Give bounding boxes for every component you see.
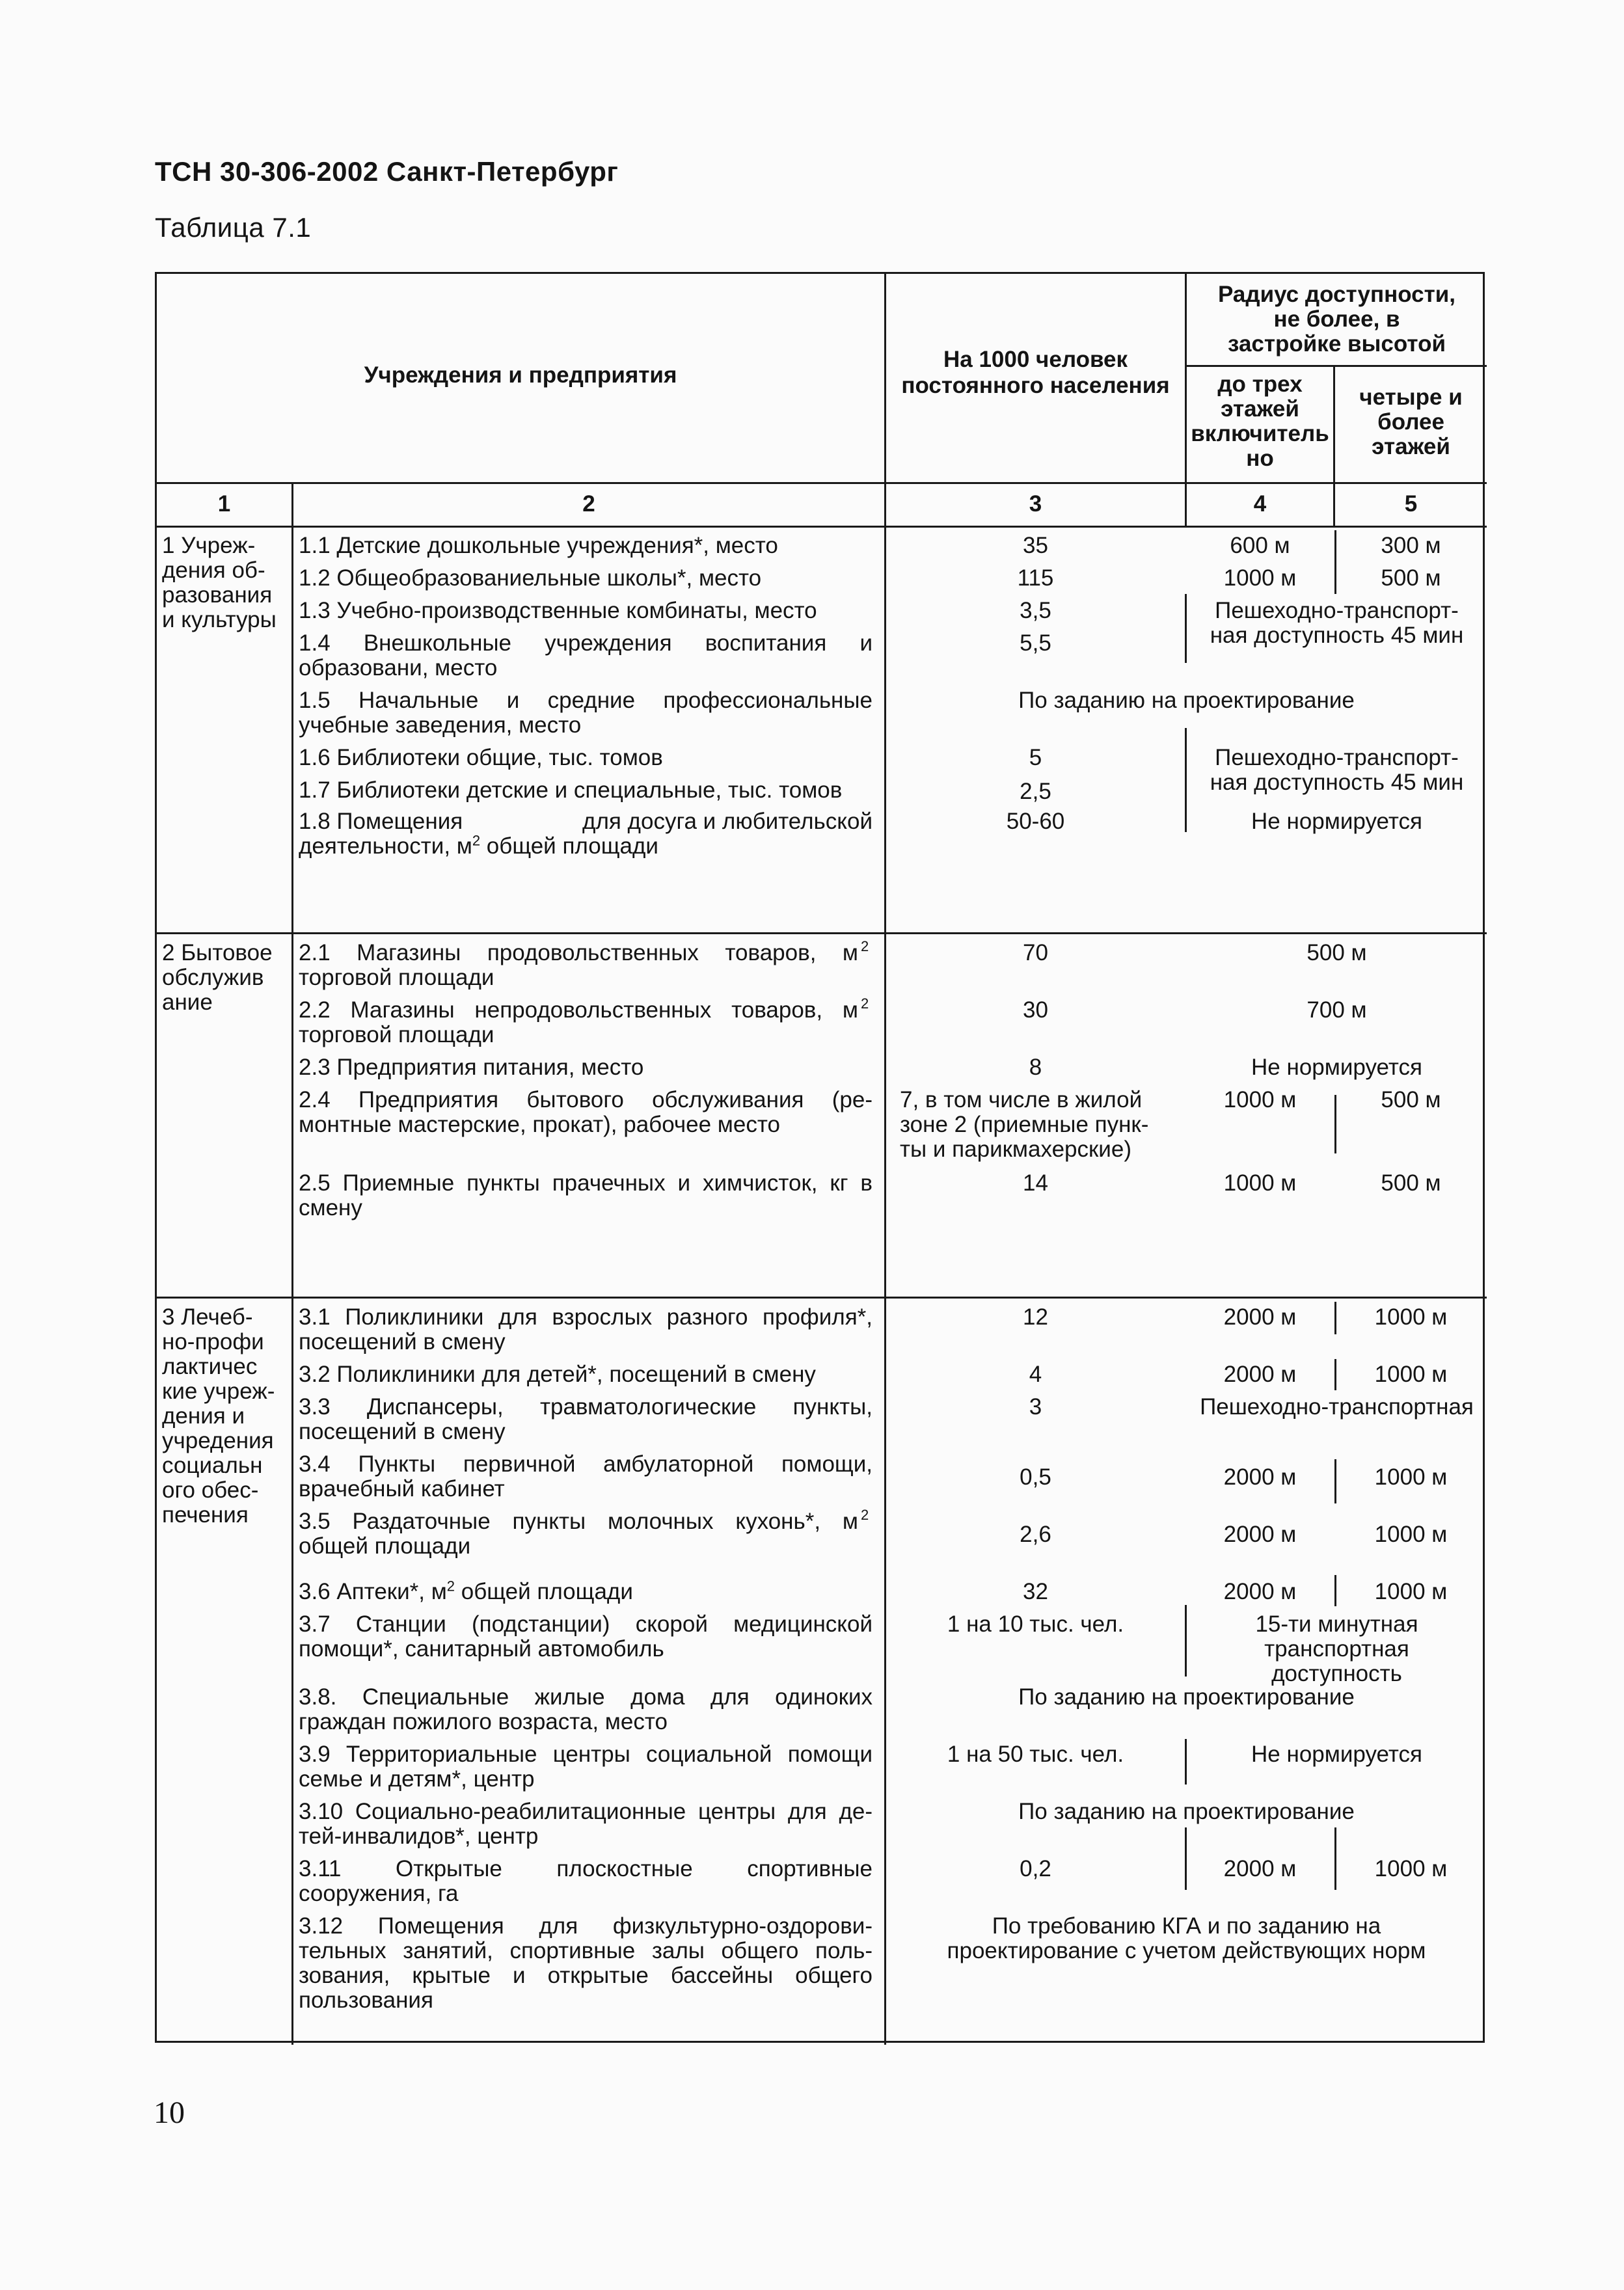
row-1-6-name: 1.6 Библиотеки общие, тыс. томов	[299, 745, 663, 770]
row-2-4-name: 2.4 Предприятия бытового обслуживания (ре-	[299, 1087, 873, 1112]
row-1-34-radius: Пешеходно-транспорт-	[1215, 598, 1459, 623]
row-3-2-norm: 4	[1029, 1362, 1042, 1387]
radius-header-line	[1185, 365, 1487, 367]
row-3-3-radius: Пешеходно-транспортная	[1200, 1394, 1474, 1420]
row-3-10-span: По заданию на проектирование	[1018, 1799, 1355, 1824]
row-3-12-span-l2: проектирование с учетом действующих норм	[947, 1938, 1426, 1963]
row-3-1-radius-low: 2000 м	[1223, 1304, 1297, 1330]
row-3-1-norm: 12	[1023, 1304, 1048, 1330]
row-3-12-span: По требованию КГА и по заданию на	[992, 1913, 1381, 1939]
header-col5-line2: более	[1377, 409, 1444, 435]
row-3-12-name-l4: пользования	[299, 1987, 433, 2013]
row-2-4-norm: 7, в том числе в жилой	[900, 1087, 1143, 1112]
row-2-2-name-l2: торговой площади	[299, 1022, 494, 1047]
row-3-5-radius-low: 2000 м	[1223, 1522, 1297, 1547]
header-col5-line3: этажей	[1372, 434, 1450, 459]
row-1-2-radius-low: 1000 м	[1223, 565, 1297, 591]
row-3-6-radius-high: 1000 м	[1374, 1579, 1448, 1604]
row-3-1-name: 3.1 Поликлиники для взрослых разного профиля*,	[299, 1304, 873, 1330]
row-3-5-name-l2: общей площади	[299, 1533, 471, 1559]
row-3-12-name-l2: тельных занятий, спортивные залы общего поль-	[299, 1938, 873, 1963]
col-number-2: 2	[582, 491, 595, 517]
row-3-9-radius: Не нормируется	[1251, 1742, 1422, 1767]
row-1-8-name-l2b: общей площади	[480, 833, 658, 859]
row-3-8-name: 3.8. Специальные жилые дома для одиноких	[299, 1684, 873, 1710]
row-2-4-radius-high: 500 м	[1381, 1087, 1441, 1112]
page-number: 10	[154, 2095, 185, 2130]
group-2-label-l2: обслужив	[162, 965, 264, 990]
row-2-1-norm: 70	[1023, 940, 1048, 965]
header-bottom-line	[157, 482, 1487, 484]
row-3-7-norm: 1 на 10 тыс. чел.	[947, 1611, 1124, 1637]
col-number-3: 3	[1029, 491, 1042, 517]
row-1-8-name-a: 1.8 Помещения	[299, 809, 463, 834]
row-1-8-name-b: для досуга и любительской	[582, 809, 873, 834]
row-3-7-radius-l2: транспортная	[1264, 1636, 1409, 1662]
row-2-4-name-l2: монтные мастерские, прокат), рабочее место	[299, 1112, 780, 1137]
row-1-34-radius-l2: ная доступность 45 мин	[1210, 623, 1464, 648]
row-1-4-name-l2: образовани, место	[299, 655, 498, 680]
row-3-4-radius-low: 2000 м	[1223, 1464, 1297, 1490]
row-1-2-name: 1.2 Общеобразованиельные школы*, место	[299, 565, 762, 591]
row-1-1-norm: 35	[1023, 533, 1048, 558]
row-3-4-norm: 0,5	[1020, 1464, 1051, 1490]
row-1-8-name	[299, 809, 873, 835]
row-3-10-name-l2: тей-инвалидов*, центр	[299, 1824, 539, 1849]
row-2-1-name-l2: торговой площади	[299, 965, 494, 990]
group-1-label-l2: дения об-	[162, 558, 265, 583]
row-3-1-name-l2: посещений в смену	[299, 1329, 506, 1354]
group-2-line	[157, 932, 1487, 934]
row-3-3-name: 3.3 Диспансеры, травматологические пункты,	[299, 1394, 873, 1420]
row-1-8-norm: 50-60	[1006, 809, 1065, 834]
row-1-8-name-l2a: деятельности, м	[299, 833, 472, 859]
row-3-4-radius-high: 1000 м	[1374, 1464, 1448, 1490]
row-1-8-name-l2	[299, 833, 658, 859]
col-number-5: 5	[1404, 491, 1418, 517]
row-1-2-radius-high: 500 м	[1381, 565, 1441, 591]
row-1-7-name: 1.7 Библиотеки детские и специальные, тыс. томов	[299, 777, 843, 803]
group-3-label-l4: кие учреж-	[162, 1379, 275, 1404]
row-3-11-radius-low: 2000 м	[1223, 1856, 1297, 1881]
row-3-7-name-l2: помощи*, санитарный автомобиль	[299, 1636, 664, 1662]
row-3-11-name: 3.11 Открытые плоскостные спортивные	[299, 1856, 873, 1881]
header-radius: Радиус доступности,	[1218, 282, 1455, 307]
row-1-6-norm: 5	[1029, 745, 1042, 770]
row-2-5-name: 2.5 Приемные пункты прачечных и химчисток, кг в	[299, 1170, 873, 1196]
row-3-12-name: 3.12 Помещения для физкультурно-оздорови-	[299, 1913, 873, 1939]
header-per-1000-line2: постоянного населения	[901, 373, 1170, 398]
row-3-5-norm: 2,6	[1020, 1522, 1051, 1547]
row-3-2-name: 3.2 Поликлиники для детей*, посещений в смену	[299, 1362, 816, 1387]
row-1-1-name: 1.1 Детские дошкольные учреждения*, место	[299, 533, 778, 558]
row-3-1-radius-high: 1000 м	[1374, 1304, 1448, 1330]
col-number-4: 4	[1253, 491, 1267, 517]
row-1-4-norm: 5,5	[1020, 630, 1051, 656]
row-2-3-name: 2.3 Предприятия питания, место	[299, 1055, 644, 1080]
row-3-11-norm: 0,2	[1020, 1856, 1051, 1881]
group-3-label-l9: печения	[162, 1502, 249, 1528]
row-1-8-radius: Не нормируется	[1251, 809, 1422, 834]
header-col4-line3: включитель	[1191, 421, 1329, 446]
group-2-label: 2 Бытовое	[162, 940, 273, 965]
row-3-7-radius: 15-ти минутная	[1255, 1611, 1418, 1637]
row-3-6-name-a: 3.6 Аптеки*, м	[299, 1579, 447, 1604]
row-3-6-name	[299, 1579, 633, 1605]
row-1-8-sup: 2	[472, 832, 481, 849]
standards-table	[155, 272, 1485, 2043]
row-3-4-name: 3.4 Пункты первичной амбулаторной помощи,	[299, 1451, 873, 1477]
group-1-label-l3: разования	[162, 582, 273, 608]
group-2-label-l3: ание	[162, 990, 213, 1015]
row-2-2-name: 2.2 Магазины непродовольственных товаров, м 2	[299, 995, 869, 1023]
row-1-67-radius-l2: ная доступность 45 мин	[1210, 770, 1464, 795]
group-3-line	[157, 1297, 1487, 1299]
row-3-3-name-l2: посещений в смену	[299, 1419, 506, 1444]
row-2-4-norm-l3: ты и парикмахерские)	[900, 1137, 1131, 1162]
row-1-1-radius-high: 300 м	[1381, 533, 1441, 558]
row-2-1-name-l1: 2.1 Магазины продовольственных товаров, м	[299, 940, 858, 965]
row-1-7-norm: 2,5	[1020, 779, 1051, 804]
row-3-6-name-b: общей площади	[455, 1579, 633, 1604]
row-3-9-name: 3.9 Территориальные центры социальной помощи	[299, 1742, 873, 1767]
row-2-5-norm: 14	[1023, 1170, 1048, 1196]
row-1-3-name: 1.3 Учебно-производственные комбинаты, место	[299, 598, 817, 623]
row-1-2-norm: 115	[1017, 565, 1054, 591]
row-2-5-radius-high: 500 м	[1381, 1170, 1441, 1196]
row-2-5-radius-low: 1000 м	[1223, 1170, 1297, 1196]
table-caption: Таблица 7.1	[155, 212, 312, 243]
row-3-10-name: 3.10 Социально-реабилитационные центры для де-	[299, 1799, 873, 1824]
row-3-7-radius-l3: доступность	[1271, 1661, 1402, 1686]
row-3-6-radius-low: 2000 м	[1223, 1579, 1297, 1604]
row-1-4-name: 1.4 Внешкольные учреждения воспитания и	[299, 630, 873, 656]
row-2-3-norm: 8	[1029, 1055, 1042, 1080]
row-1-5-span: По заданию на проектирование	[1018, 688, 1355, 713]
header-institutions: Учреждения и предприятия	[364, 362, 677, 388]
row-3-4-name-l2: врачебный кабинет	[299, 1476, 505, 1502]
row-3-2-radius-high: 1000 м	[1374, 1362, 1448, 1387]
header-col4: до трех	[1217, 371, 1303, 397]
row-3-5-radius-high: 1000 м	[1374, 1522, 1448, 1547]
row-3-5-name-l1: 3.5 Раздаточные пункты молочных кухонь*, м	[299, 1509, 858, 1534]
row-3-8-name-l2: граждан пожилого возраста, место	[299, 1709, 668, 1734]
row-3-6-norm: 32	[1023, 1579, 1048, 1604]
row-1-3-norm: 3,5	[1020, 598, 1051, 623]
row-2-2-norm: 30	[1023, 997, 1048, 1023]
group-3-label-l2: но-профи	[162, 1329, 264, 1354]
row-3-7-name: 3.7 Станции (подстанции) скорой медицинской	[299, 1611, 873, 1637]
col-divider-1	[291, 482, 293, 2045]
row-3-6-sup: 2	[446, 1578, 455, 1595]
number-row-line	[157, 526, 1487, 528]
row-2-3-radius: Не нормируется	[1251, 1055, 1422, 1080]
header-col5: четыре и	[1359, 384, 1463, 410]
header-radius-line2: не более, в	[1273, 306, 1400, 332]
document-header: ТСН 30-306-2002 Санкт-Петербург	[155, 156, 619, 187]
row-3-12-name-l3: зования, крытые и открытые бассейны общего	[299, 1963, 873, 1988]
row-2-5-name-l2: смену	[299, 1195, 362, 1220]
group-1-label: 1 Учреж-	[162, 533, 256, 558]
header-col4-line2: этажей	[1221, 396, 1299, 422]
row-1-5-name-l2: учебные заведения, место	[299, 712, 582, 738]
row-2-2-radius: 700 м	[1306, 997, 1367, 1023]
row-2-1-name: 2.1 Магазины продовольственных товаров, м 2	[299, 938, 869, 965]
group-3-label-l7: социальн	[162, 1453, 263, 1478]
row-1-1-radius-low: 600 м	[1230, 533, 1290, 558]
header-per-1000: На 1000 человек	[943, 347, 1128, 372]
group-1-label-l4: и культуры	[162, 607, 277, 632]
row-2-4-norm-l2: зоне 2 (приемные пунк-	[900, 1112, 1149, 1137]
header-col4-line4: но	[1246, 446, 1274, 471]
row-2-1-radius: 500 м	[1306, 940, 1367, 965]
row-3-11-name-l2: сооружения, га	[299, 1881, 459, 1906]
group-3-label-l5: дения и	[162, 1403, 245, 1429]
group-3-label-l3: лактичес	[162, 1354, 258, 1379]
row-1-67-radius: Пешеходно-транспорт-	[1215, 745, 1459, 770]
group-3-label-l8: ого обес-	[162, 1477, 259, 1503]
row-1-5-name: 1.5 Начальные и средние профессиональные	[299, 688, 873, 713]
row-3-8-span: По заданию на проектирование	[1018, 1684, 1355, 1710]
row-3-3-norm: 3	[1029, 1394, 1042, 1420]
row-3-5-name: 3.5 Раздаточные пункты молочных кухонь*, м 2	[299, 1507, 869, 1534]
group-3-label-l6: учредения	[162, 1428, 274, 1453]
row-2-4-radius-low: 1000 м	[1223, 1087, 1297, 1112]
row-3-2-radius-low: 2000 м	[1223, 1362, 1297, 1387]
row-3-11-radius-high: 1000 м	[1374, 1856, 1448, 1881]
row-3-9-norm: 1 на 50 тыс. чел.	[947, 1742, 1124, 1767]
row-2-2-name-l1: 2.2 Магазины непродовольственных товаров, м	[299, 997, 858, 1023]
col-number-1: 1	[217, 491, 231, 517]
row-3-9-name-l2: семье и детям*, центр	[299, 1766, 535, 1792]
header-radius-line3: застройке высотой	[1228, 331, 1446, 357]
group-3-label: 3 Лечеб-	[162, 1304, 253, 1330]
